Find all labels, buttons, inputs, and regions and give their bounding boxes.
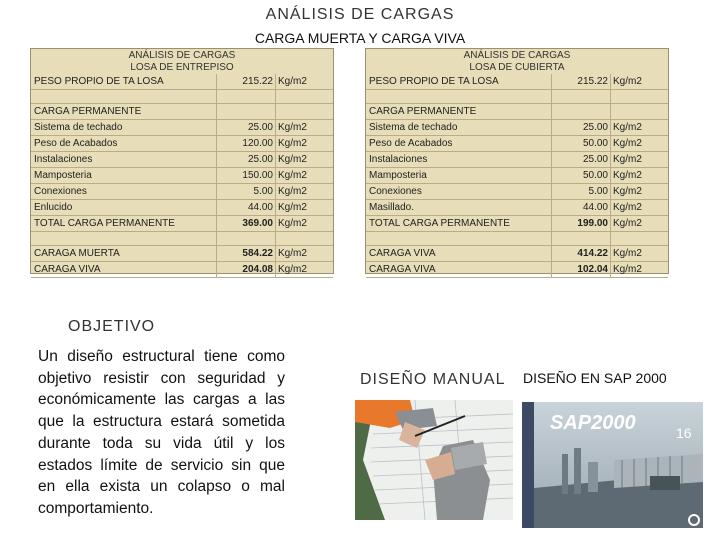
table-row xyxy=(366,168,668,184)
table-cell-value: 25.00 xyxy=(217,152,276,167)
table-cell-value: 199.00 xyxy=(552,216,611,231)
table-cell-label: CARGA PERMANENTE xyxy=(31,104,217,119)
table-row xyxy=(366,90,668,104)
table-cell-value: 50.00 xyxy=(552,136,611,151)
table-row xyxy=(31,184,333,200)
table-cell-unit xyxy=(611,232,668,245)
table-cell-unit: Kg/m2 xyxy=(278,170,307,181)
table-cell-label: Sistema de techado xyxy=(31,120,217,135)
sap-logo-text: SAP2000 xyxy=(550,412,636,434)
table-cell-label: Sistema de techado xyxy=(366,120,552,135)
table-row xyxy=(31,104,333,120)
table-cell-label: Peso de Acabados xyxy=(31,136,217,151)
table-cell-value xyxy=(552,232,611,245)
table-cell-label: Mamposteria xyxy=(31,168,217,183)
objective-heading: OBJETIVO xyxy=(68,318,156,335)
table-cell-unit: Kg/m2 xyxy=(278,76,307,87)
table-cell-value: 215.22 xyxy=(217,74,276,89)
table-cell-unit xyxy=(276,90,333,103)
table-row xyxy=(31,74,333,90)
load-table-cubierta xyxy=(365,48,669,274)
table-cell-label: Peso de Acabados xyxy=(366,136,552,151)
table-cell-value xyxy=(552,90,611,103)
table-cell-unit: Kg/m2 xyxy=(278,218,307,229)
table-cell-value: 5.00 xyxy=(217,184,276,199)
table-cell-value xyxy=(552,104,611,119)
table-cell-label xyxy=(366,90,552,103)
table-row xyxy=(366,216,668,232)
table-cell-label: Mamposteria xyxy=(366,168,552,183)
table-cell-unit: Kg/m2 xyxy=(613,264,642,275)
table-cell-value xyxy=(217,104,276,119)
table-cell-label: Masillado. xyxy=(366,200,552,215)
table-row xyxy=(31,90,333,104)
table-cell-unit: Kg/m2 xyxy=(613,122,642,133)
table-row xyxy=(31,216,333,232)
table-row xyxy=(31,168,333,184)
table-cell-unit: Kg/m2 xyxy=(278,202,307,213)
table-row xyxy=(366,262,668,278)
table-cell-unit: Kg/m2 xyxy=(613,138,642,149)
table-cell-unit: Kg/m2 xyxy=(613,218,642,229)
table-cell-label: TOTAL CARGA PERMANENTE xyxy=(31,216,217,231)
table-cell-value: 120.00 xyxy=(217,136,276,151)
table-cell-unit: Kg/m2 xyxy=(613,248,642,259)
table-body xyxy=(366,74,668,278)
table-cell-unit: Kg/m2 xyxy=(278,264,307,275)
table-cell-unit: Kg/m2 xyxy=(278,186,307,197)
table-subtitle: LOSA DE ENTREPISO xyxy=(130,62,234,73)
table-cell-unit: Kg/m2 xyxy=(278,122,307,133)
table-cell-label: CARAGA VIVA xyxy=(366,246,552,261)
table-cell-value: 44.00 xyxy=(552,200,611,215)
table-cell-label xyxy=(31,232,217,245)
table-cell-value: 102.04 xyxy=(552,262,611,277)
table-cell-unit: Kg/m2 xyxy=(613,202,642,213)
table-cell-unit: Kg/m2 xyxy=(613,154,642,165)
table-row xyxy=(366,184,668,200)
page-title: ANÁLISIS DE CARGAS xyxy=(265,6,455,23)
table-cell-label xyxy=(31,90,217,103)
table-row xyxy=(366,200,668,216)
table-row xyxy=(31,262,333,278)
table-row xyxy=(366,104,668,120)
table-title: ANÁLISIS DE CARGAS xyxy=(128,50,236,61)
table-cell-value: 25.00 xyxy=(552,152,611,167)
objective-paragraph: Un diseño estructural tiene como objetivo resistir con seguridad y económicamente las cargas a las que la estructura estará sometida durante toda su vida útil y los estados límite de servicio sin que en ella exista un colapso o mal comportamiento. xyxy=(38,348,285,517)
table-cell-label: CARAGA VIVA xyxy=(31,262,217,277)
table-cell-unit xyxy=(611,90,668,103)
table-cell-value: 150.00 xyxy=(217,168,276,183)
sap2000-splash-image xyxy=(522,402,703,528)
table-cell-unit: Kg/m2 xyxy=(613,186,642,197)
table-cell-label: PESO PROPIO DE TA LOSA xyxy=(366,74,552,89)
table-cell-label: Instalaciones xyxy=(366,152,552,167)
sap2000-illustration xyxy=(522,402,703,528)
table-cell-unit xyxy=(276,104,333,119)
table-title: ANÁLISIS DE CARGAS xyxy=(463,50,571,61)
table-cell-value: 25.00 xyxy=(552,120,611,135)
table-cell-value xyxy=(217,90,276,103)
table-cell-value: 5.00 xyxy=(552,184,611,199)
table-row xyxy=(366,136,668,152)
table-cell-value: 369.00 xyxy=(217,216,276,231)
table-cell-unit: Kg/m2 xyxy=(613,76,642,87)
table-cell-value: 584.22 xyxy=(217,246,276,261)
table-cell-label: CARAGA VIVA xyxy=(366,262,552,277)
table-cell-value: 44.00 xyxy=(217,200,276,215)
table-cell-value: 215.22 xyxy=(552,74,611,89)
table-cell-unit: Kg/m2 xyxy=(278,248,307,259)
table-row xyxy=(31,246,333,262)
table-cell-value: 25.00 xyxy=(217,120,276,135)
table-row xyxy=(366,120,668,136)
table-cell-label: TOTAL CARGA PERMANENTE xyxy=(366,216,552,231)
table-row xyxy=(366,246,668,262)
manual-design-photo xyxy=(355,400,513,520)
table-row xyxy=(31,120,333,136)
table-body xyxy=(31,74,333,278)
manual-design-illustration xyxy=(355,400,513,520)
table-cell-label: Enlucido xyxy=(31,200,217,215)
table-cell-unit xyxy=(611,104,668,119)
table-row xyxy=(366,152,668,168)
table-row xyxy=(31,152,333,168)
sap-design-label: DISEÑO EN SAP 2000 xyxy=(523,370,667,386)
table-cell-value: 204.08 xyxy=(217,262,276,277)
table-row xyxy=(366,74,668,90)
table-cell-label: Instalaciones xyxy=(31,152,217,167)
table-row xyxy=(366,232,668,246)
sap-version-text: 16 xyxy=(676,425,692,441)
table-cell-value: 414.22 xyxy=(552,246,611,261)
table-subtitle: LOSA DE CUBIERTA xyxy=(469,62,565,73)
table-cell-value xyxy=(217,232,276,245)
table-row xyxy=(31,136,333,152)
table-cell-unit: Kg/m2 xyxy=(278,138,307,149)
table-cell-value: 50.00 xyxy=(552,168,611,183)
table-cell-label: CARGA PERMANENTE xyxy=(366,104,552,119)
table-cell-unit: Kg/m2 xyxy=(613,170,642,181)
table-row xyxy=(31,232,333,246)
page-subtitle: CARGA MUERTA Y CARGA VIVA xyxy=(254,30,466,46)
table-cell-label: Conexiones xyxy=(366,184,552,199)
table-cell-label: PESO PROPIO DE TA LOSA xyxy=(31,74,217,89)
table-cell-label: CARAGA MUERTA xyxy=(31,246,217,261)
table-header xyxy=(366,49,668,74)
load-table-entrepiso xyxy=(30,48,334,274)
table-row xyxy=(31,200,333,216)
table-cell-label xyxy=(366,232,552,245)
table-cell-unit xyxy=(276,232,333,245)
manual-design-label: DISEÑO MANUAL xyxy=(360,371,506,388)
table-cell-unit: Kg/m2 xyxy=(278,154,307,165)
table-header xyxy=(31,49,333,74)
table-cell-label: Conexiones xyxy=(31,184,217,199)
